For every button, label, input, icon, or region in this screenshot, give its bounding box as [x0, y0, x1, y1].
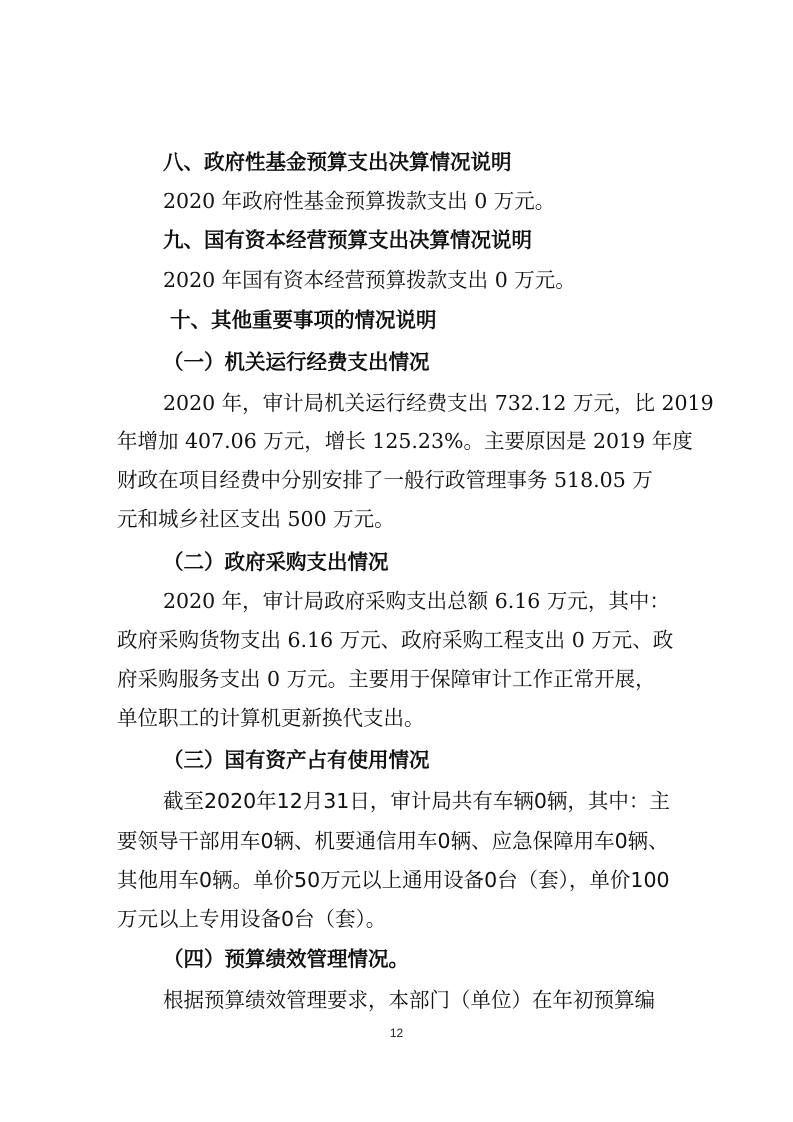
- subsection-2-line-1: 2020 年，审计局政府采购支出总额 6.16 万元，其中：: [163, 589, 670, 613]
- section-9-heading: 九、国有资本经营预算支出决算情况说明: [163, 228, 532, 252]
- subsection-2-line-4: 单位职工的计算机更新换代支出。: [117, 706, 425, 730]
- subsection-1-line-3: 财政在项目经费中分别安排了一般行政管理事务 518.05 万: [117, 468, 653, 492]
- subsection-2-line-3: 府采购服务支出 0 万元。主要用于保障审计工作正常开展，: [117, 667, 656, 691]
- subsection-3-line-4: 万元以上专用设备0台（套）。: [117, 907, 387, 931]
- subsection-1-line-4: 元和城乡社区支出 500 万元。: [117, 507, 395, 531]
- subsection-2-heading: （二）政府采购支出情况: [163, 550, 389, 574]
- section-8-heading: 八、政府性基金预算支出决算情况说明: [163, 150, 512, 174]
- page-number: 12: [389, 1026, 404, 1040]
- subsection-3-heading: （三）国有资产占有使用情况: [163, 748, 430, 772]
- subsection-1-line-2: 年增加 407.06 万元，增长 125.23%。主要原因是 2019 年度: [117, 429, 693, 453]
- subsection-3-line-3: 其他用车0辆。单价50万元以上通用设备0台（套），单价100: [117, 868, 670, 892]
- section-9-text: 2020 年国有资本经营预算拨款支出 0 万元。: [163, 268, 576, 292]
- subsection-4-heading: （四）预算绩效管理情况。: [163, 947, 409, 971]
- subsection-3-line-2: 要领导干部用车0辆、机要通信用车0辆、应急保障用车0辆、: [117, 829, 669, 853]
- subsection-1-heading: （一）机关运行经费支出情况: [163, 350, 430, 374]
- subsection-3-line-1: 截至2020年12月31日，审计局共有车辆0辆，其中：主: [163, 789, 670, 813]
- subsection-4-line-1: 根据预算绩效管理要求，本部门（单位）在年初预算编: [163, 988, 655, 1012]
- section-10-heading: 十、其他重要事项的情况说明: [170, 308, 437, 332]
- subsection-2-line-2: 政府采购货物支出 6.16 万元、政府采购工程支出 0 万元、政: [117, 628, 674, 652]
- subsection-1-line-1: 2020 年，审计局机关运行经费支出 732.12 万元，比 2019: [163, 391, 714, 415]
- section-8-text: 2020 年政府性基金预算拨款支出 0 万元。: [163, 189, 556, 213]
